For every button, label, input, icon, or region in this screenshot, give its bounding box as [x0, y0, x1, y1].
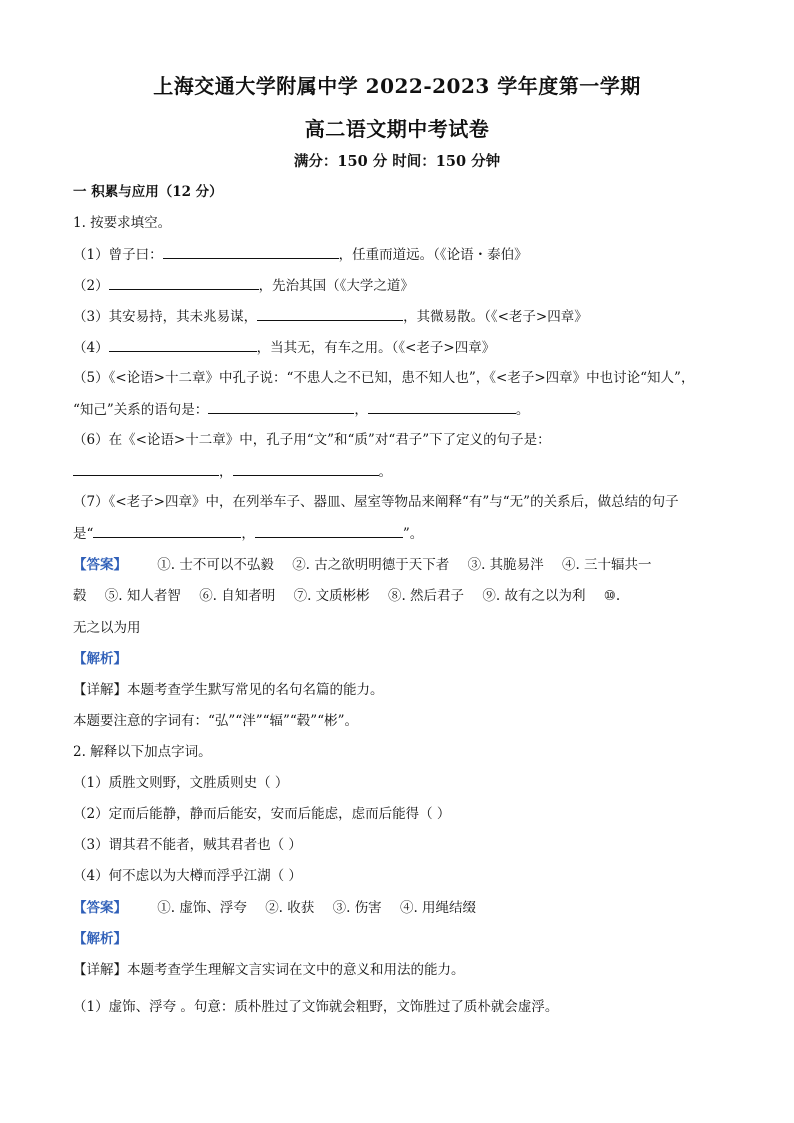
- q1-item-3: [73, 306, 588, 327]
- q1-item-7-line2: [73, 523, 423, 544]
- exam-subtitle: 高二语文期中考试卷: [304, 117, 490, 141]
- q1-item-5-line1: （5）《<论语>十二章》中孔子说：“不患人之不已知，患不知人也”，《<老子>四章》中也讨论“知人”，: [73, 370, 695, 386]
- q1-item-1: [73, 244, 528, 265]
- q1-item-2-post: ，先治其国（《大学之道》: [258, 278, 414, 294]
- q2-item-2: （2）定而后能静，静而后能安，安而后能虑，虑而后能得（ ）: [73, 806, 451, 822]
- q2-item-4: （4）何不虑以为大樽而浮乎江湖（ ）: [73, 868, 302, 884]
- separator: ，: [219, 464, 233, 480]
- answer-blank: [93, 523, 241, 538]
- answer-blank: [255, 523, 403, 538]
- answer-blank: [257, 306, 403, 321]
- q1-item-1-post: ，任重而道远。（《论语・泰伯》: [338, 247, 528, 263]
- q1-item-5-line2: [73, 399, 529, 420]
- explanation-text: （1）虚饰、浮夸 。句意：质朴胜过了文饰就会粗野，文饰胜过了质朴就会虚浮。: [73, 999, 559, 1015]
- q1-item-5-pre: “知己”关系的语句是：: [73, 402, 209, 418]
- answer-tag: 【答案】: [73, 900, 127, 916]
- exam-title: 上海交通大学附属中学 2022-2023 学年度第一学期: [153, 74, 641, 98]
- answer-item: ④. 三十辐共一: [561, 557, 652, 573]
- question-2-prompt: 2. 解释以下加点字词。: [73, 744, 212, 760]
- answer-item: 毂: [73, 588, 87, 604]
- q1-item-4: [73, 337, 495, 358]
- question-1-prompt: 1. 按要求填空。: [73, 215, 172, 231]
- answer-2-line1: [73, 898, 723, 918]
- q2-item-3: （3）谓其君不能者，贼其君者也（ ）: [73, 837, 302, 853]
- exam-info: 满分：150 分 时间：150 分钟: [293, 153, 501, 170]
- answer-item: ②. 收获: [265, 900, 315, 916]
- separator: ，: [241, 526, 255, 542]
- answer-blank: [109, 337, 257, 352]
- q1-item-4-post: ，当其无，有车之用。（《<老子>四章》: [256, 340, 496, 356]
- q1-item-6-line2: [73, 461, 392, 482]
- answer-1-line3: 无之以为用: [73, 620, 141, 636]
- terminator: ”。: [402, 526, 424, 542]
- q1-item-4-pre: （4）: [73, 340, 109, 356]
- answer-item: ⑨. 故有之以为利: [482, 588, 586, 604]
- separator: ，: [354, 402, 368, 418]
- answer-tag: 【答案】: [73, 557, 127, 573]
- answer-blank: [208, 399, 354, 414]
- note-text: 本题要注意的字词有：“弘”“泮”“辐”“毂”“彬”。: [73, 713, 359, 729]
- answer-blank: [233, 461, 379, 476]
- q1-item-6-line1: （6）在《<论语>十二章》中，孔子用“文”和“质”对“君子”下了定义的句子是：: [73, 432, 551, 448]
- q1-item-2: [73, 275, 414, 296]
- answer-item: ②. 古之欲明明德于天下者: [292, 557, 450, 573]
- answer-item: ①. 虚饰、浮夸: [157, 900, 247, 916]
- detail-text: 【详解】本题考查学生理解文言实词在文中的意义和用法的能力。: [73, 962, 465, 978]
- answer-item: ⑦. 文质彬彬: [293, 588, 370, 604]
- answer-1-line2: [73, 586, 723, 606]
- q2-item-1: （1）质胜文则野，文胜质则史（ ）: [73, 775, 289, 791]
- answer-item: ④. 用绳结缀: [399, 900, 477, 916]
- answer-item: ⑤. 知人者智: [104, 588, 181, 604]
- terminator: 。: [515, 402, 530, 418]
- detail-text: 【详解】本题考查学生默写常见的名句名篇的能力。: [73, 682, 384, 698]
- answer-item: ⑩.: [603, 588, 621, 604]
- answer-blank: [368, 399, 516, 414]
- q1-item-7-pre: 是“: [73, 526, 94, 542]
- answer-item: ③. 其脆易泮: [467, 557, 544, 573]
- q1-item-3-pre: （3）其安易持，其未兆易谋，: [73, 309, 258, 325]
- answer-item: ⑧. 然后君子: [387, 588, 465, 604]
- answer-item: ①. 士不可以不弘毅: [157, 557, 274, 573]
- answer-blank: [109, 275, 259, 290]
- q1-item-1-pre: （1）曾子曰：: [73, 247, 163, 263]
- section-heading: 一 积累与应用（12 分）: [73, 184, 223, 200]
- answer-item: ⑥. 自知者明: [199, 588, 276, 604]
- answer-blank: [73, 461, 219, 476]
- answer-blank: [163, 244, 339, 259]
- answer-1-line1: [73, 555, 723, 575]
- terminator: 。: [378, 464, 392, 480]
- q1-item-3-post: ，其微易散。（《<老子>四章》: [403, 309, 588, 325]
- analysis-tag: 【解析】: [73, 651, 127, 667]
- answer-item: ③. 伤害: [332, 900, 382, 916]
- q1-item-7-line1: （7）《<老子>四章》中，在列举车子、器皿、屋室等物品来阐释“有”与“无”的关系后，做总结的句子: [73, 494, 679, 510]
- analysis-tag: 【解析】: [73, 931, 127, 947]
- q1-item-2-pre: （2）: [73, 278, 109, 294]
